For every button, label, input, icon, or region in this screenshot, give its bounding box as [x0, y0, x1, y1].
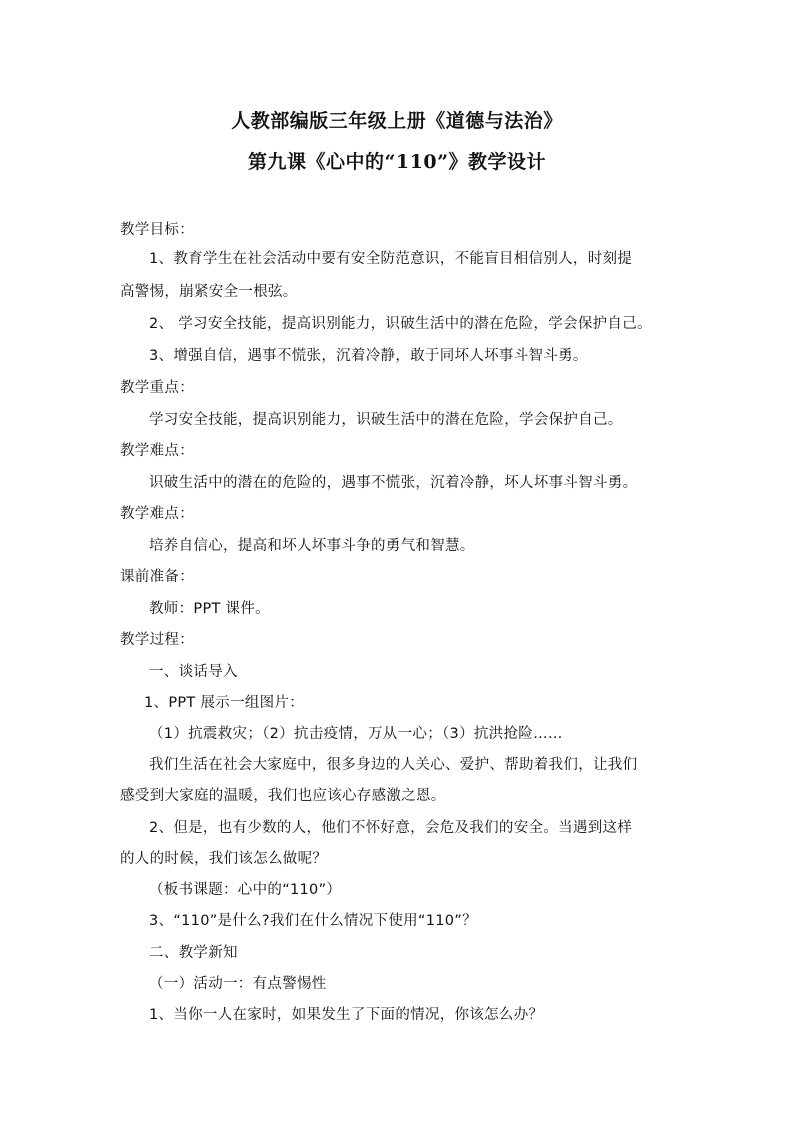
- subsection-heading: 二、教学新知: [149, 945, 238, 961]
- paragraph-line: 培养自信心，提高和坏人坏事斗争的勇气和智慧。: [149, 538, 475, 554]
- paragraph-line: 2、 学习安全技能，提高识别能力，识破生活中的潜在危险，学会保护自己。: [149, 316, 652, 332]
- document-title: 人教部编版三年级上册《道德与法治》: [231, 110, 563, 132]
- paragraph-line: 1、PPT 展示一组图片：: [144, 695, 305, 711]
- section-heading-process: 教学过程：: [120, 632, 194, 648]
- section-heading-difficulties-2: 教学难点：: [120, 506, 194, 522]
- paragraph-line: 识破生活中的潜在的危险的，遇事不慌张，沉着冷静，坏人坏事斗智斗勇。: [149, 475, 638, 491]
- paragraph-line: （1）抗震救灾；（2）抗击疫情，万从一心；（3）抗洪抢险……: [149, 726, 563, 742]
- paragraph-line: 的人的时候，我们该怎么做呢？: [120, 851, 328, 867]
- paragraph-line: 我们生活在社会大家庭中，很多身边的人关心、爱护、帮助着我们，让我们: [149, 757, 638, 773]
- section-heading-difficulties: 教学难点：: [120, 443, 194, 459]
- paragraph-line: 感受到大家庭的温暖，我们也应该心存感激之恩。: [120, 788, 446, 804]
- paragraph-line: 3、“110”是什么?我们在什么情况下使用“110”？: [149, 913, 477, 929]
- paragraph-line: 教师：PPT 课件。: [149, 601, 270, 617]
- paragraph-line: 1、教育学生在社会活动中要有安全防范意识，不能盲目相信别人，时刻提: [149, 251, 633, 267]
- paragraph-line: 3、增强自信，遇事不慌张，沉着冷静，敢于同坏人坏事斗智斗勇。: [149, 348, 588, 364]
- paragraph-line: （一）活动一：有点警惕性: [149, 976, 327, 992]
- section-heading-preparation: 课前准备：: [120, 569, 194, 585]
- paragraph-line: 1、当你一人在家时，如果发生了下面的情况，你该怎么办？: [149, 1007, 544, 1023]
- section-heading-key-points: 教学重点：: [120, 380, 194, 396]
- lesson-title: 第九课《心中的“110”》教学设计: [247, 151, 547, 173]
- subsection-heading: 一、谈话导入: [149, 664, 238, 680]
- paragraph-line: 2、但是，也有少数的人，他们不怀好意，会危及我们的安全。当遇到这样: [149, 820, 633, 836]
- paragraph-line: 高警惕，崩紧安全一根弦。: [120, 284, 298, 300]
- paragraph-line: （板书课题：心中的“110”）: [149, 882, 342, 898]
- section-heading-objectives: 教学目标：: [120, 222, 194, 238]
- paragraph-line: 学习安全技能，提高识别能力，识破生活中的潜在危险，学会保护自己。: [149, 412, 623, 428]
